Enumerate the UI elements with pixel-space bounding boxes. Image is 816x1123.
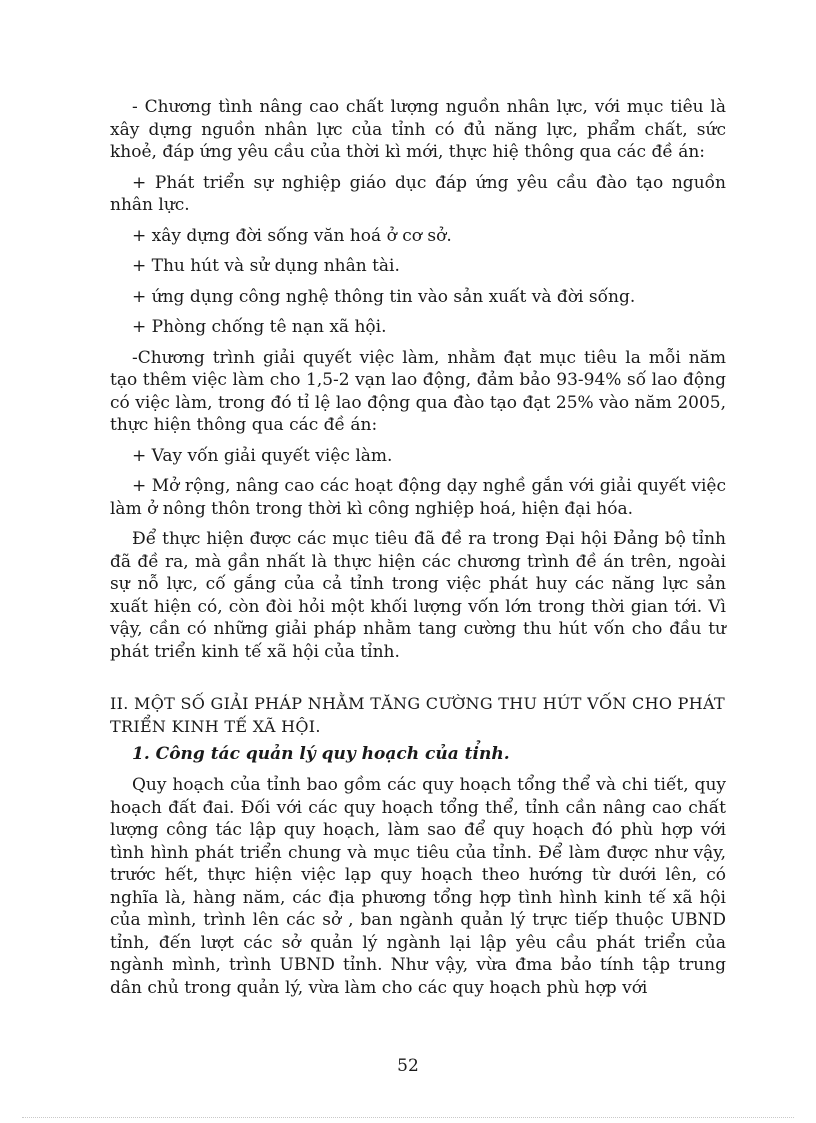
list-item: + Phòng chống tê nạn xã hội. [132,317,387,337]
page-number: 52 [397,1056,419,1076]
list-item: + Vay vốn giải quyết việc làm. [132,445,393,466]
paragraph-planning: Quy hoạch của tỉnh bao gồm các quy hoạch tổng thể và chi tiết, quy hoạch đất đai. Đối với các quy hoạch tổng thể, tỉnh cần nâng cao chất lượng công tác lập quy hoạch, làm sao để quy hoạch đó phù hợp với tình hình phát triển chung và mục tiêu của tỉnh. Để làm được như vậy, trước hết, thực hiện việc lạp quy hoạch theo hướng từ dưới lên, có nghĩa là, hàng năm, các địa phương tổng hợp tình hình kinh tế xã hội của mình, trình lên các sở , ban ngành quản lý trực tiếp thuộc UBND tỉnh, đến lượt các sở quản lý ngành lại lập yêu cầu phát triển của ngành mình, trình UBND tỉnh. Như vậy, vừa đma bảo tính tập trung dân chủ trong quản lý, vừa làm cho các quy hoạch phù hợp với [110,775,726,998]
paragraph-program-employment: -Chương trình giải quyết việc làm, nhằm đạt mục tiêu la mỗi năm tạo thêm việc làm cho 1,5-2 vạn lao động, đảm bảo 93-94% số lao động có việc làm, trong đó tỉ lệ lao động qua đào tạo đạt 25% vào năm 2005, thực hiện thông qua các đề án: [110,347,726,435]
section-spacer [110,671,726,693]
footer-divider [22,1117,794,1118]
list-item: + Mở rộng, nâng cao các hoạt động dạy nghề gắn với giải quyết việc làm ở nông thôn trong thời kì công nghiệp hoá, hiện đại hóa. [110,476,726,519]
list-item: + Phát triển sự nghiệp giáo dục đáp ứng yêu cầu đào tạo nguồn nhân lực. [110,172,726,215]
document-body [110,96,726,1007]
paragraph-program-human-resources: - Chương tình nâng cao chất lượng nguồn nhân lực, với mục tiêu là xây dựng nguồn nhân lực của tỉnh có đủ năng lực, phẩm chất, sức khoẻ, đáp ứng yêu cầu của thời kì mới, thực hiệ thông qua các đề án: [110,97,726,162]
subsection-heading: 1. Công tác quản lý quy hoạch của tỉnh. [132,744,510,764]
paragraph-conclusion: Để thực hiện được các mục tiêu đã đề ra trong Đại hội Đảng bộ tỉnh đã đề ra, mà gần nhất là thực hiện các chương trình đề án trên, ngoài sự nỗ lực, cố gắng của cả tỉnh trong việc phát huy các năng lực sản xuất hiện có, còn đòi hỏi một khối lượng vốn lớn trong thời gian tới. Vì vậy, cần có những giải pháp nhằm tang cường thu hút vốn cho đầu tư phát triển kinh tế xã hội của tỉnh. [110,529,726,662]
section-heading: II. MỘT SỐ GIẢI PHÁP NHẰM TĂNG CƯỜNG THU HÚT VỐN CHO PHÁT TRIỂN KINH TẾ XÃ HỘI. [110,694,725,736]
list-item: + xây dựng đời sống văn hoá ở cơ sở. [132,225,452,246]
list-item: + ứng dụng công nghệ thông tin vào sản xuất và đời sống. [132,286,636,307]
list-item: + Thu hút và sử dụng nhân tài. [132,256,400,276]
